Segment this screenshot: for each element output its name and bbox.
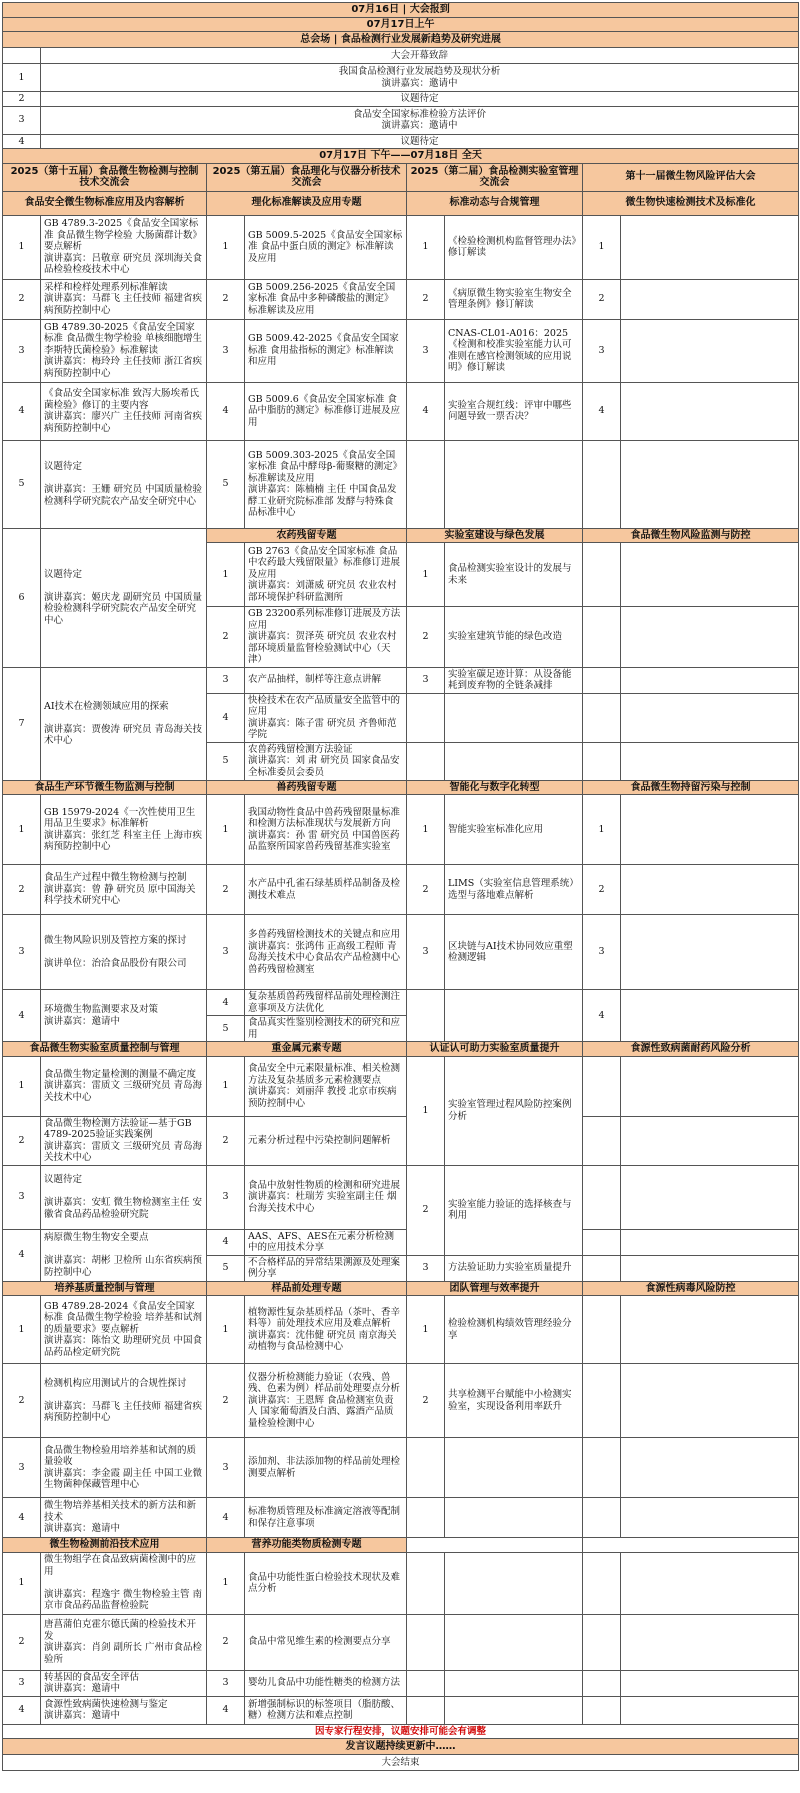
- afternoon-date-row: 07月17日 下午——07月18日 全天: [3, 149, 799, 164]
- main-num: [3, 48, 41, 64]
- topic-header: 标准动态与合规管理: [407, 191, 583, 215]
- session-talk: GB 4789.3-2025《食品安全国家标准 食品微生物学检验 大肠菌群计数》要点解析 演讲嘉宾：吕敬章 研究员 深圳海关食品检验检疫技术中心: [41, 215, 207, 279]
- session-talk: 水产品中孔雀石绿基质样品制备及检测技术难点: [245, 865, 407, 915]
- session-num: 1: [407, 1296, 445, 1364]
- session-num: 4: [207, 382, 245, 440]
- topic-header: 营养功能类物质检测专题: [207, 1538, 407, 1553]
- session-talk: 议题待定 演讲嘉宾：安虹 微生物检测室主任 安徽省食品药品检验研究院: [41, 1165, 207, 1229]
- session-talk: 实验室碳足迹计算：从设备能耗到废弃物的全链条减排: [445, 667, 583, 693]
- session-talk: 新增强制标识的标签项目（脂肪酸、糖）检测方法和难点控制: [245, 1696, 407, 1724]
- session-num: 5: [207, 1255, 245, 1281]
- session-talk: 不合格样品的异常结果溯源及处理案例分享: [245, 1255, 407, 1281]
- session-num: 4: [207, 990, 245, 1016]
- session-talk: 食品微生物检测方法验证—基于GB 4789-2025验证实践案例 演讲嘉宾：雷质文 三级研究员 青岛海关技术中心: [41, 1116, 207, 1165]
- session-num: 3: [407, 319, 445, 382]
- session-talk: 复杂基质兽药残留样品前处理检测注意事项及方法优化: [245, 990, 407, 1016]
- session-talk: 快检技术在农产品质量安全监管中的应用 演讲嘉宾：陈子雷 研究员 齐鲁师范学院: [245, 693, 407, 742]
- session-num: 2: [207, 1116, 245, 1165]
- session-num: 1: [407, 543, 445, 607]
- session-num: 7: [3, 667, 41, 780]
- column-title: 第十一届微生物风险评估大会: [583, 163, 799, 191]
- session-talk: 食品检测实验室设计的发展与未来: [445, 543, 583, 607]
- session-num: 2: [583, 865, 621, 915]
- topic-header: 食品安全微生物标准应用及内容解析: [3, 191, 207, 215]
- session-num: 4: [583, 382, 621, 440]
- session-talk: [621, 279, 799, 319]
- session-num: 1: [583, 215, 621, 279]
- main-num: 1: [3, 64, 41, 92]
- topic-header: 微生物检测前沿技术应用: [3, 1538, 207, 1553]
- session-talk: 唐菖蒲伯克霍尔德氏菌的检验技术开发 演讲嘉宾：肖剑 副所长 广州市食品检验所: [41, 1614, 207, 1670]
- session-num: 1: [207, 795, 245, 865]
- session-num: 3: [207, 1165, 245, 1229]
- session-talk: 区块链与AI技术协同效应重塑检测逻辑: [445, 915, 583, 990]
- session-talk: 实验室能力验证的选择核查与利用: [445, 1165, 583, 1255]
- column-title: 2025（第十五届）食品微生物检测与控制技术交流会: [3, 163, 207, 191]
- session-num: 3: [3, 319, 41, 382]
- session-num: 2: [407, 1364, 445, 1438]
- session-num: 1: [207, 1552, 245, 1614]
- session-talk: GB 5009.256-2025《食品安全国家标准 食品中多种磷酸盐的测定》标准解读及应用: [245, 279, 407, 319]
- session-num: 1: [3, 795, 41, 865]
- session-num: 4: [207, 1696, 245, 1724]
- session-talk: 实验室合规红线：评审中哪些问题导致一票否决？: [445, 382, 583, 440]
- session-num: 3: [207, 319, 245, 382]
- session-num: 3: [207, 667, 245, 693]
- main-venue-title: 总会场 | 食品检测行业发展新趋势及研究进展: [3, 32, 799, 48]
- column-title: 2025（第五届）食品理化与仪器分析技术交流会: [207, 163, 407, 191]
- session-num: 2: [407, 607, 445, 668]
- session-talk: [621, 319, 799, 382]
- session-num: 1: [3, 1296, 41, 1364]
- session-talk: 实验室管理过程风险防控案例分析: [445, 1056, 583, 1165]
- session-talk: 婴幼儿食品中功能性糖类的检测方法: [245, 1670, 407, 1696]
- column-title: 2025（第二届）食品检测实验室管理交流会: [407, 163, 583, 191]
- session-num: 2: [407, 279, 445, 319]
- session-num: 3: [3, 1670, 41, 1696]
- session-talk: 议题待定 演讲嘉宾：姬庆龙 副研究员 中国质量检验检测科学研究院农产品安全研究中心: [41, 528, 207, 667]
- session-talk: 食品中放射性物质的检测和研究进展 演讲嘉宾：杜瑞芳 实验室副主任 烟台海关技术中心: [245, 1165, 407, 1229]
- session-talk: [621, 382, 799, 440]
- session-num: 1: [207, 543, 245, 607]
- session-talk: 检测机构应用测试片的合规性探讨 演讲嘉宾：马群飞 主任技师 福建省疾病预防控制中心: [41, 1364, 207, 1438]
- session-num: 4: [3, 1229, 41, 1281]
- session-num: 1: [3, 215, 41, 279]
- topic-header: 食品微生物实验室质量控制与管理: [3, 1042, 207, 1057]
- session-talk: 微生物培养基相关技术的新方法和新技术 演讲嘉宾：邀请中: [41, 1498, 207, 1538]
- session-num: 2: [407, 865, 445, 915]
- session-talk: GB 5009.303-2025《食品安全国家标准 食品中酵母β-葡聚糖的测定》标准解读及应用 演讲嘉宾：陈楠楠 主任 中国食品发酵工业研究院标准部 发酵与特殊食品标准中心: [245, 440, 407, 528]
- session-num: 3: [407, 915, 445, 990]
- schedule-notice: 因专家行程安排，议题安排可能会有调整: [3, 1724, 799, 1739]
- session-num: 2: [3, 1614, 41, 1670]
- session-talk: 共享检测平台赋能中小检测实验室，实现设备利用率跃升: [445, 1364, 583, 1438]
- session-talk: 多兽药残留检测技术的关键点和应用 演讲嘉宾：张鸿伟 正高级工程师 青岛海关技术中心食品农产品检测中心兽药残留检测室: [245, 915, 407, 990]
- session-talk: GB 4789.28-2024《食品安全国家标准 食品微生物学检验 培养基和试剂的质量要求》要点解析 演讲嘉宾：陈怡文 助理研究员 中国食品药品检定研究院: [41, 1296, 207, 1364]
- session-num: 4: [207, 1498, 245, 1538]
- session-num: 4: [3, 1498, 41, 1538]
- session-num: 2: [207, 607, 245, 668]
- session-num: 4: [407, 382, 445, 440]
- report-date-row: 07月16日 | 大会报到: [3, 3, 799, 18]
- session-num: 4: [3, 382, 41, 440]
- session-talk: 标准物质管理及标准滴定溶液等配制和保存注意事项: [245, 1498, 407, 1538]
- session-talk: 智能实验室标准化应用: [445, 795, 583, 865]
- topic-header: 实验室建设与绿色发展: [407, 528, 583, 543]
- session-talk: 微生物组学在食品致病菌检测中的应用 演讲嘉宾：程逸宇 微生物检验主管 南京市食品药品监督检验院: [41, 1552, 207, 1614]
- session-num: 1: [3, 1056, 41, 1116]
- topic-header: 培养基质量控制与管理: [3, 1281, 207, 1296]
- session-talk: [621, 865, 799, 915]
- session-num: 3: [3, 915, 41, 990]
- main-talk: 议题待定: [41, 134, 799, 149]
- session-talk: 添加剂、非法添加物的样品前处理检测要点解析: [245, 1438, 407, 1498]
- session-num: 1: [207, 215, 245, 279]
- session-num: 2: [407, 1165, 445, 1255]
- session-num: 2: [207, 865, 245, 915]
- session-num: 1: [407, 1056, 445, 1165]
- main-talk: 大会开幕致辞: [41, 48, 799, 64]
- conference-end: 大会结束: [3, 1755, 799, 1771]
- topic-header: 智能化与数字化转型: [407, 780, 583, 795]
- session-num: 3: [207, 915, 245, 990]
- session-talk: 元素分析过程中污染控制问题解析: [245, 1116, 407, 1165]
- session-num: 3: [583, 915, 621, 990]
- session-num: 1: [583, 795, 621, 865]
- session-talk: 农兽药残留检测方法验证 演讲嘉宾：刘 肃 研究员 国家食品安全标准委员会委员: [245, 742, 407, 780]
- session-num: 1: [207, 1296, 245, 1364]
- session-num: 3: [3, 1165, 41, 1229]
- topic-header: 理化标准解读及应用专题: [207, 191, 407, 215]
- session-num: 2: [207, 1364, 245, 1438]
- session-num: 2: [3, 1116, 41, 1165]
- session-talk: 我国动物性食品中兽药残留限量标准和检测方法标准现状与发展新方向 演讲嘉宾：孙 雷 研究员 中国兽医药品监察所国家兽药残留基准实验室: [245, 795, 407, 865]
- session-talk: LIMS（实验室信息管理系统）选型与落地难点解析: [445, 865, 583, 915]
- session-talk: AAS、AFS、AES在元素分析检测中的应用技术分享: [245, 1229, 407, 1255]
- session-talk: GB 4789.30-2025《食品安全国家标准 食品微生物学检验 单核细胞增生李斯特氏菌检验》标准解读 演讲嘉宾：梅玲玲 主任技师 浙江省疾病预防控制中心: [41, 319, 207, 382]
- session-num: 3: [3, 1438, 41, 1498]
- session-num: 2: [583, 279, 621, 319]
- session-talk: GB 2763《食品安全国家标准 食品中农药最大残留限量》标准修订进展及应用 演讲嘉宾：刘潇威 研究员 农业农村部环境保护科研监测所: [245, 543, 407, 607]
- main-num: 2: [3, 92, 41, 107]
- session-talk: AI技术在检测领域应用的探索 演讲嘉宾：贾俊涛 研究员 青岛海关技术中心: [41, 667, 207, 780]
- session-num: 3: [407, 1255, 445, 1281]
- session-num: 5: [207, 1016, 245, 1042]
- session-num: 2: [3, 865, 41, 915]
- session-talk: 病原微生物生物安全要点 演讲嘉宾：胡彬 卫检所 山东省疾病预防控制中心: [41, 1229, 207, 1281]
- session-num: 5: [3, 440, 41, 528]
- session-talk: 农产品抽样，制样等注意点讲解: [245, 667, 407, 693]
- session-talk: 食源性致病菌快速检测与鉴定 演讲嘉宾：邀请中: [41, 1696, 207, 1724]
- topic-header: 微生物快速检测技术及标准化: [583, 191, 799, 215]
- session-talk: 《病原微生物实验室生物安全管理条例》修订解读: [445, 279, 583, 319]
- session-talk: 实验室建筑节能的绿色改造: [445, 607, 583, 668]
- session-talk: 食品中常见维生素的检测要点分享: [245, 1614, 407, 1670]
- session-num: 5: [207, 440, 245, 528]
- session-talk: 《食品安全国家标准 致泻大肠埃希氏菌检验》修订的主要内容 演讲嘉宾：廖兴广 主任技师 河南省疾病预防控制中心: [41, 382, 207, 440]
- session-talk: GB 23200系列标准修订进展及方法应用 演讲嘉宾：贺泽英 研究员 农业农村部环境质量监督检验测试中心（天津）: [245, 607, 407, 668]
- session-talk: GB 5009.5-2025《食品安全国家标准 食品中蛋白质的测定》标准解读及应用: [245, 215, 407, 279]
- session-talk: 转基因的食品安全评估 演讲嘉宾：邀请中: [41, 1670, 207, 1696]
- main-num: 4: [3, 134, 41, 149]
- topics-updating: 发言议题持续更新中……: [3, 1739, 799, 1755]
- session-talk: 检验检测机构绩效管理经验分享: [445, 1296, 583, 1364]
- topic-header: 团队管理与效率提升: [407, 1281, 583, 1296]
- session-num: 4: [207, 1229, 245, 1255]
- session-num: 6: [3, 528, 41, 667]
- session-talk: 食品微生物定量检测的测量不确定度 演讲嘉宾：雷质文 三级研究员 青岛海关技术中心: [41, 1056, 207, 1116]
- session-num: 4: [207, 693, 245, 742]
- main-talk: 我国食品检测行业发展趋势及现状分析 演讲嘉宾：邀请中: [41, 64, 799, 92]
- session-talk: 食品生产过程中微生物检测与控制 演讲嘉宾：曾 静 研究员 原中国海关科学技术研究中心: [41, 865, 207, 915]
- topic-header: 食品生产环节微生物监测与控制: [3, 780, 207, 795]
- main-talk: 食品安全国家标准检验方法评价 演讲嘉宾：邀请中: [41, 106, 799, 134]
- topic-header: 食品微生物持留污染与控制: [583, 780, 799, 795]
- session-num: 3: [583, 319, 621, 382]
- session-talk: 植物源性复杂基质样品（茶叶、香辛料等）前处理技术应用及难点解析 演讲嘉宾：沈伟健 研究员 南京海关动植物与食品检测中心: [245, 1296, 407, 1364]
- topic-header: 食源性致病菌耐药风险分析: [583, 1042, 799, 1057]
- session-num: 3: [207, 1670, 245, 1696]
- session-talk: 采样和检样处理系列标准解读 演讲嘉宾：马群飞 主任技师 福建省疾病预防控制中心: [41, 279, 207, 319]
- session-num: 1: [3, 1552, 41, 1614]
- session-talk: 《检验检测机构监督管理办法》修订解读: [445, 215, 583, 279]
- agenda-table: [2, 2, 799, 1771]
- topic-header: 兽药残留专题: [207, 780, 407, 795]
- session-num: 5: [207, 742, 245, 780]
- session-num: 4: [583, 990, 621, 1042]
- session-talk: 食品安全中元素限量标准、相关检测方法及复杂基质多元素检测要点 演讲嘉宾：刘丽萍 教授 北京市疾病预防控制中心: [245, 1056, 407, 1116]
- session-talk: 仪器分析检测能力验证（农残、兽残、色素为例）样品前处理要点分析 演讲嘉宾：王恩辉 食品检测室负责人 国家葡萄酒及白酒、露酒产品质量检验检测中心: [245, 1364, 407, 1438]
- session-talk: 微生物风险识别及管控方案的探讨 演讲单位：治洽食品股份有限公司: [41, 915, 207, 990]
- session-num: 4: [3, 990, 41, 1042]
- session-num: 3: [207, 1438, 245, 1498]
- session-talk: 方法验证助力实验室质量提升: [445, 1255, 583, 1281]
- session-num: 2: [207, 1614, 245, 1670]
- main-talk: 议题待定: [41, 92, 799, 107]
- session-num: 2: [3, 1364, 41, 1438]
- session-num: 1: [407, 215, 445, 279]
- session-talk: [621, 990, 799, 1042]
- session-talk: [621, 215, 799, 279]
- session-talk: GB 5009.6《食品安全国家标准 食品中脂肪的测定》标准修订进展及应用: [245, 382, 407, 440]
- session-talk: 食品真实性鉴别检测技术的研究和应用: [245, 1016, 407, 1042]
- session-talk: 环境微生物监测要求及对策 演讲嘉宾：邀请中: [41, 990, 207, 1042]
- session-num: 1: [407, 795, 445, 865]
- session-talk: GB 15979-2024《一次性使用卫生用品卫生要求》标准解析 演讲嘉宾：张红芝 科室主任 上海市疾病预防控制中心: [41, 795, 207, 865]
- topic-header: 重金属元素专题: [207, 1042, 407, 1057]
- session-talk: CNAS-CL01-A016：2025《检测和校准实验室能力认可准则在感官检测领域的应用说明》修订解读: [445, 319, 583, 382]
- topic-header: 食源性病毒风险防控: [583, 1281, 799, 1296]
- session-num: 1: [207, 1056, 245, 1116]
- topic-header: 认证认可助力实验室质量提升: [407, 1042, 583, 1057]
- session-talk: [621, 795, 799, 865]
- main-num: 3: [3, 106, 41, 134]
- session-talk: 议题待定 演讲嘉宾：王姗 研究员 中国质量检验检测科学研究院农产品安全研究中心: [41, 440, 207, 528]
- session-talk: GB 5009.42-2025《食品安全国家标准 食用盐指标的测定》标准解读和应用: [245, 319, 407, 382]
- topic-header: 样品前处理专题: [207, 1281, 407, 1296]
- morning-date-row: 07月17日上午: [3, 17, 799, 32]
- session-talk: [621, 915, 799, 990]
- topic-header: 食品微生物风险监测与防控: [583, 528, 799, 543]
- session-talk: 食品微生物检验用培养基和试剂的质量验收 演讲嘉宾：李金霞 副主任 中国工业微生物菌种保藏管理中心: [41, 1438, 207, 1498]
- session-num: 2: [3, 279, 41, 319]
- session-num: 2: [207, 279, 245, 319]
- session-talk: 食品中功能性蛋白检验技术现状及难点分析: [245, 1552, 407, 1614]
- session-num: 3: [407, 667, 445, 693]
- topic-header: 农药残留专题: [207, 528, 407, 543]
- session-num: 4: [3, 1696, 41, 1724]
